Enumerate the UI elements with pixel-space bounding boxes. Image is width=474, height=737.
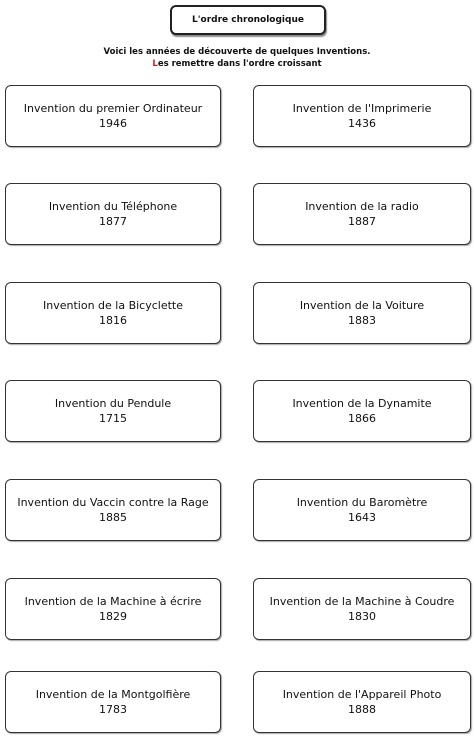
instructions-first-letter: L: [152, 59, 158, 69]
invention-year: 1829: [99, 610, 127, 623]
invention-year: 1816: [99, 314, 127, 327]
instructions-line-2: [0, 58, 474, 70]
invention-name: Invention de la Machine à écrire: [24, 595, 202, 608]
invention-card-barometre[interactable]: [253, 479, 471, 541]
invention-name: Invention de l'Appareil Photo: [282, 688, 442, 701]
invention-name: Invention du premier Ordinateur: [23, 102, 203, 115]
instructions-line-2-rest: es remettre dans l'ordre croissant: [157, 59, 322, 69]
invention-name: Invention de l'Imprimerie: [292, 102, 432, 115]
invention-name: Invention de la Montgolfière: [35, 688, 191, 701]
invention-year: 1436: [348, 117, 376, 130]
invention-year: 1866: [348, 412, 376, 425]
page-title-text: L'ordre chronologique: [192, 15, 304, 25]
invention-card-vaccin[interactable]: [5, 479, 221, 541]
invention-year: 1888: [348, 703, 376, 716]
instructions: [0, 46, 474, 70]
invention-name: Invention du Vaccin contre la Rage: [17, 496, 209, 509]
invention-year: 1887: [348, 215, 376, 228]
invention-year: 1885: [99, 511, 127, 524]
invention-year: 1830: [348, 610, 376, 623]
invention-card-radio[interactable]: [253, 183, 471, 245]
invention-name: Invention du Baromètre: [296, 496, 428, 509]
invention-year: 1877: [99, 215, 127, 228]
invention-card-dynamite[interactable]: [253, 380, 471, 442]
invention-card-appareil-photo[interactable]: [253, 671, 471, 733]
invention-name: Invention de la radio: [305, 200, 419, 213]
invention-name: Invention du Téléphone: [48, 200, 178, 213]
invention-card-voiture[interactable]: [253, 282, 471, 344]
invention-year: 1715: [99, 412, 127, 425]
invention-card-imprimerie[interactable]: [253, 85, 471, 147]
invention-card-machine-a-ecrire[interactable]: [5, 578, 221, 640]
page-title: [170, 5, 326, 35]
invention-card-machine-a-coudre[interactable]: [253, 578, 471, 640]
invention-name: Invention du Pendule: [54, 397, 172, 410]
invention-name: Invention de la Dynamite: [292, 397, 432, 410]
invention-name: Invention de la Machine à Coudre: [269, 595, 455, 608]
invention-card-bicyclette[interactable]: [5, 282, 221, 344]
invention-card-ordinateur[interactable]: [5, 85, 221, 147]
invention-card-pendule[interactable]: [5, 380, 221, 442]
invention-year: 1643: [348, 511, 376, 524]
invention-name: Invention de la Bicyclette: [43, 299, 183, 312]
instructions-line-1: Voici les années de découverte de quelques Inventions.: [103, 47, 371, 57]
invention-name: Invention de la Voiture: [299, 299, 425, 312]
invention-year: 1783: [99, 703, 127, 716]
invention-card-montgolfiere[interactable]: [5, 671, 221, 733]
invention-year: 1883: [348, 314, 376, 327]
invention-card-telephone[interactable]: [5, 183, 221, 245]
invention-year: 1946: [99, 117, 127, 130]
